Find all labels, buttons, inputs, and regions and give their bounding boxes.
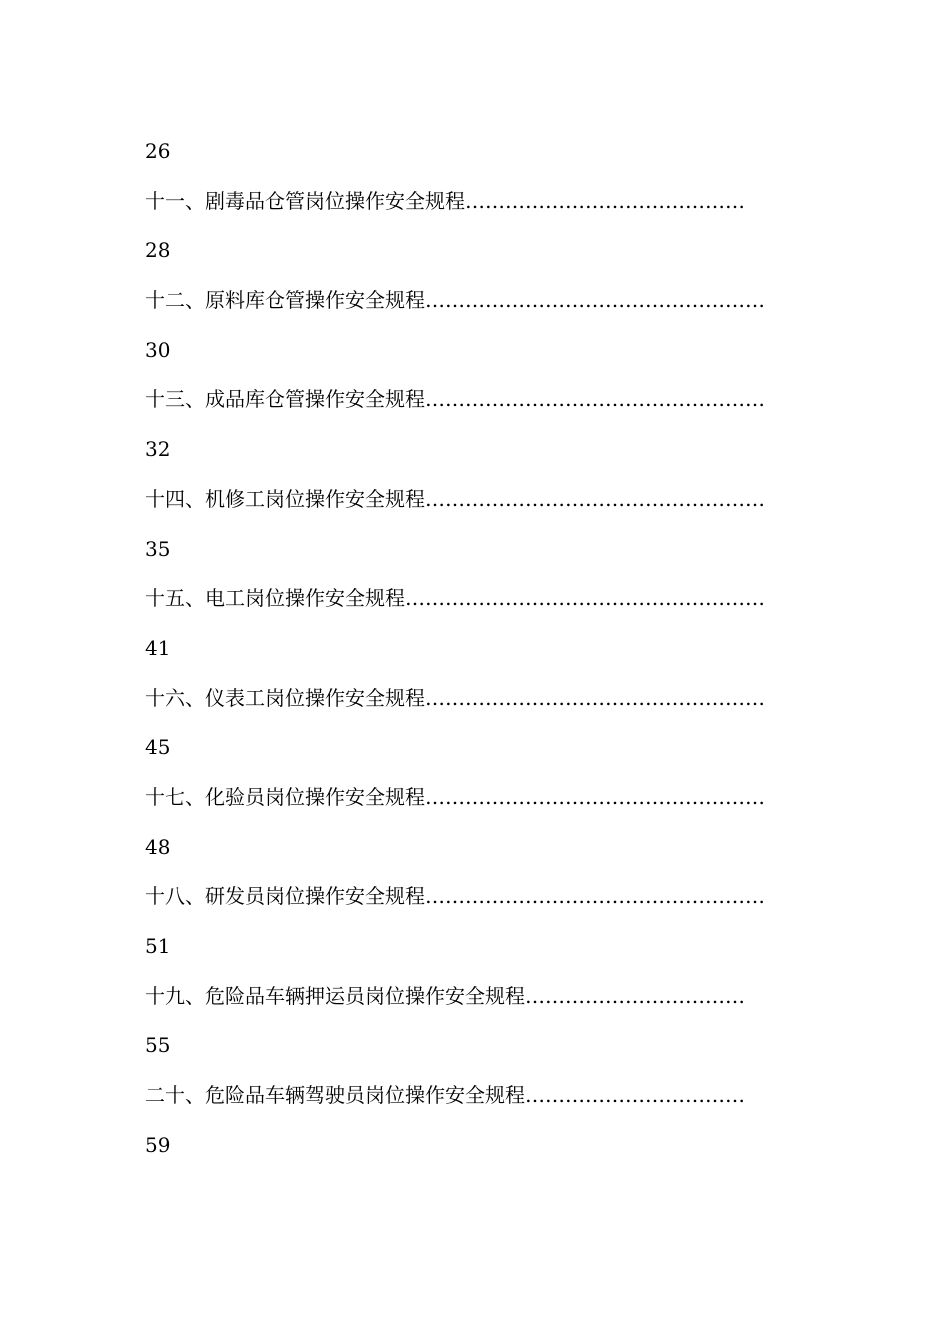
toc-page-number: 59	[145, 1132, 171, 1157]
toc-entry	[145, 185, 805, 235]
toc-page-number: 32	[145, 437, 171, 462]
toc-entry-title: 二十、危险品车辆驾驶员岗位操作安全规程	[145, 1083, 525, 1108]
toc-entry-title: 十八、研发员岗位操作安全规程	[145, 884, 425, 909]
toc-entry	[145, 483, 805, 533]
toc-leader-dots: ……………………………	[525, 983, 745, 1008]
toc-leader-dots: ……………………………………	[465, 188, 745, 213]
toc-entry-title: 十五、电工岗位操作安全规程	[145, 586, 405, 611]
toc-leader-dots: ……………………………………………	[425, 288, 765, 313]
toc-entry	[145, 284, 805, 334]
toc-entry-title: 十六、仪表工岗位操作安全规程	[145, 685, 425, 710]
toc-page-number: 26	[145, 139, 171, 163]
toc-page-number: 35	[145, 536, 171, 561]
toc-leader-dots: ……………………………	[525, 1083, 745, 1108]
toc-page-number: 41	[145, 635, 171, 660]
toc-leader-dots: ………………………………………………	[405, 586, 765, 611]
toc-page-number: 30	[145, 337, 171, 362]
toc-entry	[145, 383, 805, 433]
toc-page-number: 48	[145, 834, 171, 859]
toc-page-number: 51	[145, 934, 171, 958]
table-of-contents	[145, 135, 805, 1178]
toc-page-number: 55	[145, 1033, 171, 1058]
toc-entry-title: 十二、原料库仓管操作安全规程	[145, 288, 425, 313]
toc-page-number: 28	[145, 238, 171, 263]
toc-entry	[145, 781, 805, 831]
toc-leader-dots: ……………………………………………	[425, 486, 765, 511]
toc-leader-dots: ……………………………………………	[425, 685, 765, 710]
toc-entry	[145, 880, 805, 930]
toc-entry	[145, 582, 805, 632]
toc-leader-dots: ……………………………………………	[425, 387, 765, 412]
toc-entry	[145, 682, 805, 732]
toc-entry	[145, 1079, 805, 1129]
toc-entry	[145, 980, 805, 1030]
toc-entry-title: 十一、剧毒品仓管岗位操作安全规程	[145, 188, 465, 213]
toc-entry-title: 十七、化验员岗位操作安全规程	[145, 784, 425, 809]
toc-leader-dots: ……………………………………………	[425, 884, 765, 909]
toc-leader-dots: ……………………………………………	[425, 784, 765, 809]
toc-entry-title: 十三、成品库仓管操作安全规程	[145, 387, 425, 412]
toc-entry-title: 十九、危险品车辆押运员岗位操作安全规程	[145, 983, 525, 1008]
toc-entry-title: 十四、机修工岗位操作安全规程	[145, 486, 425, 511]
toc-page-number: 45	[145, 735, 171, 760]
